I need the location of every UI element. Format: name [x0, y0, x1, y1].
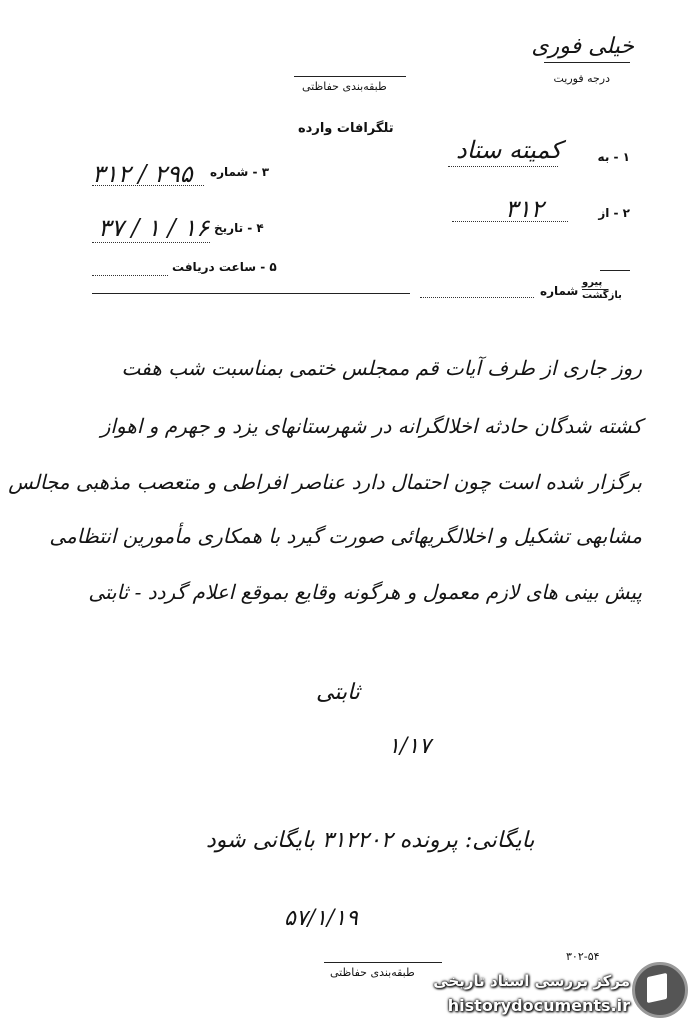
watermark-url: historydocuments.ir — [447, 996, 630, 1015]
body-line-2: کشته شدگان حادثه اخلالگرانه در شهرستانهای یزد و جهرم و اهواز — [100, 414, 642, 438]
date-value: ۳۷ / ۱ / ۱۶ — [98, 214, 210, 242]
to-value: کمیته ستاد — [456, 136, 562, 164]
reference-dotline — [420, 297, 534, 298]
reference-number-label: شماره — [540, 284, 579, 298]
header-separator — [92, 293, 410, 294]
classification-top: طبقه‌بندی حفاظتی — [302, 80, 387, 93]
body-line-5: پیش بینی های لازم معمول و هرگونه وقایع بموقع اعلام گردد - ثابتی — [88, 580, 642, 604]
signature-date: ۱/۱۷ — [388, 734, 431, 759]
reference-follow-label: پیرو — [582, 277, 603, 288]
to-label: ۱ - به — [597, 150, 630, 164]
form-code: ۳۰۲-۵۴ — [566, 950, 600, 963]
number-label: ۳ - شماره — [210, 165, 270, 179]
receive-time-dotline — [92, 275, 168, 276]
classification-top-line — [294, 76, 406, 77]
body-line-3: برگزار شده است چون احتمال دارد عناصر افراطی و متعصب مذهبی مجالس — [8, 470, 642, 494]
number-value: ۳۱۲ / ۲۹۵ — [92, 160, 193, 188]
header-separator-right — [600, 270, 630, 271]
priority-value: خیلی فوری — [531, 34, 634, 59]
to-dotline — [448, 166, 558, 167]
date-label: ۴ - تاریخ — [214, 221, 264, 235]
classification-bottom: طبقه‌بندی حفاظتی — [330, 966, 415, 979]
classification-bottom-line — [324, 962, 442, 963]
priority-label: درجه فوریت — [553, 72, 610, 85]
receive-time-label: ۵ - ساعت دریافت — [172, 260, 277, 274]
from-label: ۲ - از — [598, 206, 630, 220]
reference-return-label: بازگشت — [582, 290, 622, 301]
filing-date: ۵۷/۱/۱۹ — [284, 906, 358, 931]
signature: ثابتی — [316, 680, 360, 705]
body-line-4: مشابهی تشکیل و اخلالگریهائی صورت گیرد با همکاری مأمورین انتظامی — [49, 524, 642, 548]
priority-underline — [544, 62, 630, 63]
watermark-title: مرکز بررسی اسناد تاریخی — [433, 972, 630, 990]
filing-note: بایگانی: پرونده ۳۱۲۲۰۲ بایگانی شود — [206, 828, 535, 853]
from-value: ۳۱۲ — [505, 195, 544, 223]
body-line-1: روز جاری از طرف آیات قم ممجلس ختمی بمناسبت شب هفت — [121, 356, 642, 380]
date-dotline — [92, 242, 210, 243]
form-title: تلگرافات وارده — [298, 121, 394, 136]
archive-logo-icon — [632, 962, 688, 1018]
